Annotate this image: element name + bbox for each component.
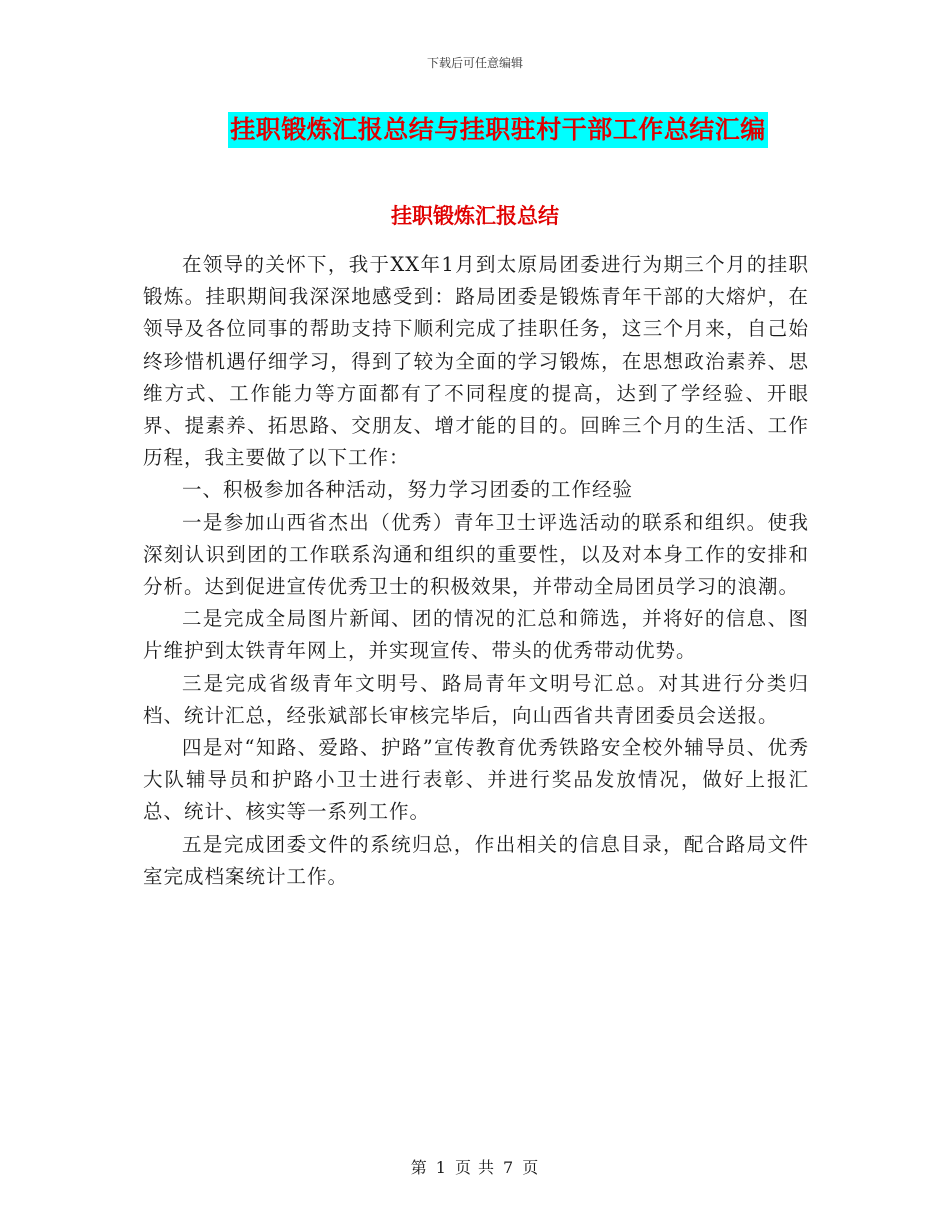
paragraph-item-2: 二是完成全局图片新闻、团的情况的汇总和筛选，并将好的信息、图片维护到太铁青年网上，并实现宣传、带头的优秀带动优势。	[143, 607, 809, 663]
paragraph-item-1: 一是参加山西省杰出（优秀）青年卫士评选活动的联系和组织。使我深刻认识到团的工作联系沟通和组织的重要性，以及对本身工作的安排和分析。达到促进宣传优秀卫士的积极效果，并带动全局团员学习的浪潮。	[143, 510, 809, 599]
page-footer	[0, 1155, 950, 1178]
section-title: 挂职锻炼汇报总结	[391, 203, 559, 228]
header-note: 下载后可任意编辑	[426, 56, 523, 70]
paragraph-heading-1: 一、积极参加各种活动，努力学习团委的工作经验	[182, 478, 634, 502]
paragraph-item-4: 四是对“知路、爱路、护路”宣传教育优秀铁路安全校外辅导员、优秀大队辅导员和护路小卫士进行表彰、并进行奖品发放情况，做好上报汇总、统计、核实等一系列工作。	[143, 736, 809, 824]
document-body	[143, 249, 809, 893]
paragraph-intro: 在领导的关怀下，我于XX年1月到太原局团委进行为期三个月的挂职锻炼。挂职期间我深深地感受到：路局团委是锻炼青年干部的大熔炉，在领导及各位同事的帮助支持下顺利完成了挂职任务，这三个月来，自己始终珍惜机遇仔细学习，得到了较为全面的学习锻炼，在思想政治素养、思维方式、工作能力等方面都有了不同程度的提高，达到了学经验、开眼界、提素养、拓思路、交朋友、增才能的目的。回眸三个月的生活、工作历程，我主要做了以下工作：	[143, 253, 809, 470]
footer-suffix: 页	[522, 1158, 540, 1177]
footer-total-pages: 7	[503, 1158, 515, 1177]
footer-middle: 页 共	[454, 1158, 496, 1177]
footer-prefix: 第	[410, 1158, 428, 1177]
document-title-container	[0, 112, 950, 148]
document-title: 挂职锻炼汇报总结与挂职驻村干部工作总结汇编	[228, 112, 768, 148]
footer-page-number: 1	[435, 1158, 447, 1177]
paragraph-item-5: 五是完成团委文件的系统归总，作出相关的信息目录，配合路局文件室完成档案统计工作。	[143, 832, 809, 888]
paragraph-item-3: 三是完成省级青年文明号、路局青年文明号汇总。对其进行分类归档、统计汇总，经张斌部长审核完毕后，向山西省共青团委员会送报。	[143, 671, 809, 727]
